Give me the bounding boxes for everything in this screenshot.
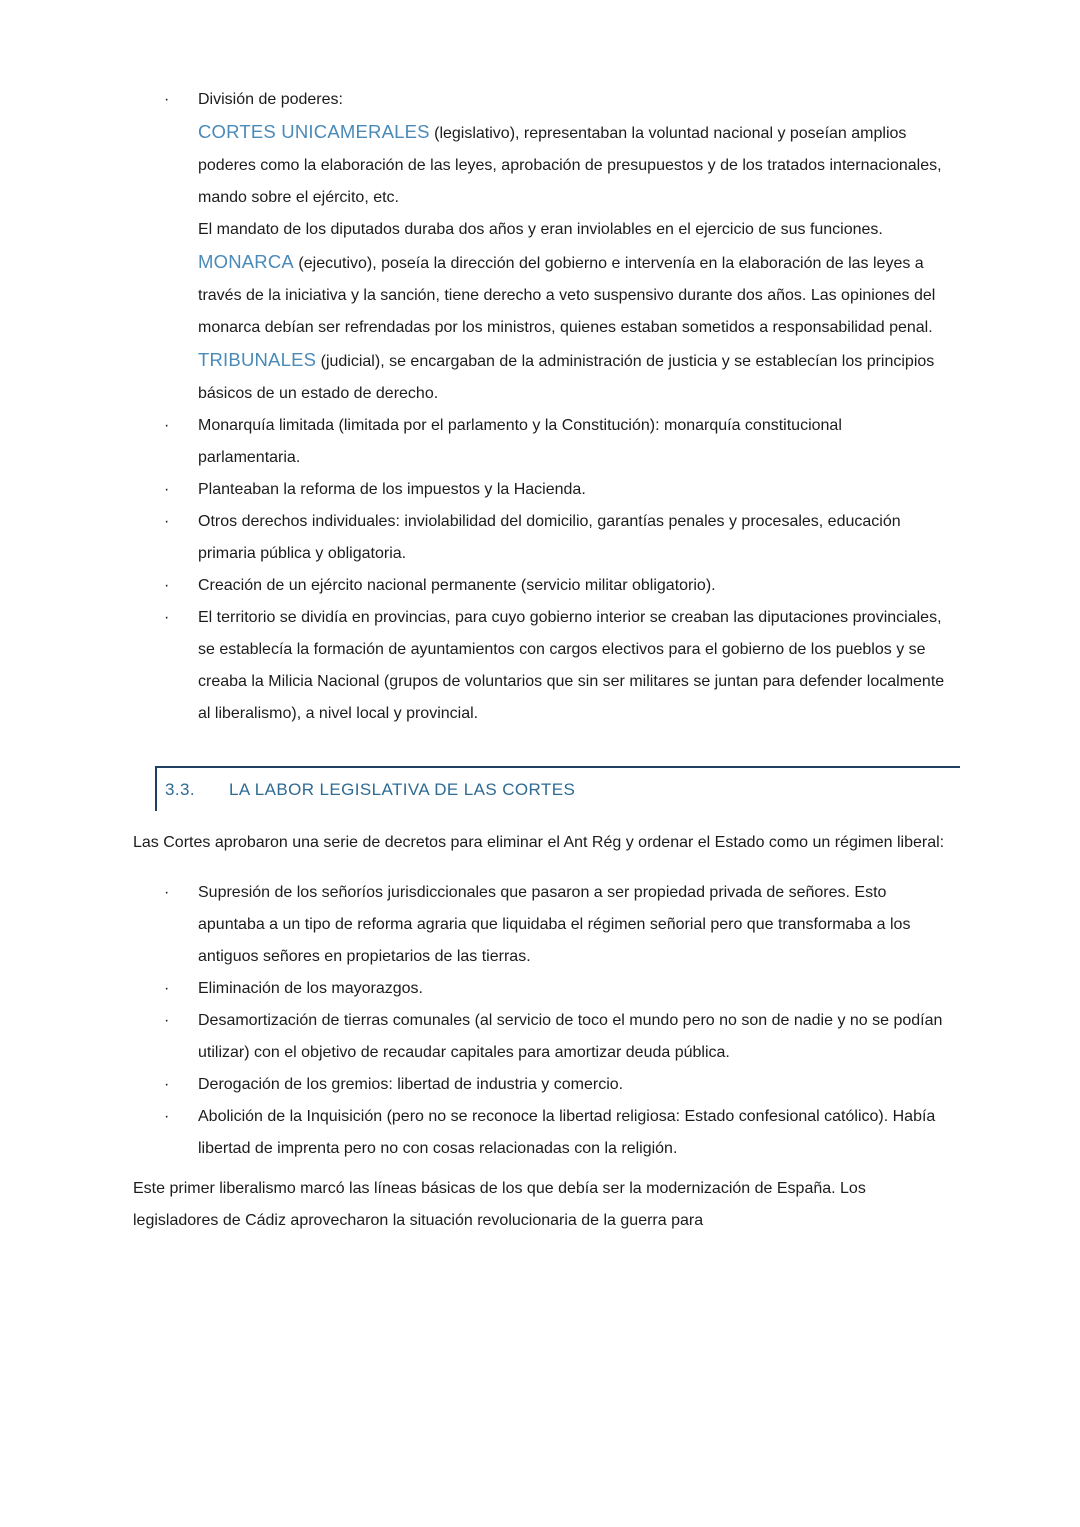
bullet-icon: · (164, 1076, 170, 1093)
bullet-icon: · (164, 91, 170, 108)
list-item-text: Eliminación de los mayorazgos. (198, 980, 423, 997)
closing-paragraph: Este primer liberalismo marcó las líneas básicas de los que debía ser la modernización de España. Los legisladores de Cádiz aprovecharon la situación revolucionaria de la guerra para (133, 1180, 866, 1229)
list-item-text: Monarquía limitada (limitada por el parlamento y la Constitución): monarquía constitucional parlamentaria. (198, 417, 842, 466)
list-item-text: Creación de un ejército nacional permanente (servicio militar obligatorio). (198, 577, 716, 594)
bullet-icon: · (164, 417, 170, 434)
section-number: 3.3. (165, 780, 195, 799)
list-item-text: Derogación de los gremios: libertad de industria y comercio. (198, 1076, 624, 1093)
bullet-icon: · (164, 513, 170, 530)
list-item-text: Planteaban la reforma de los impuestos y la Hacienda. (198, 481, 586, 498)
bullet-icon: · (164, 609, 170, 626)
list-item (133, 1005, 945, 1069)
bullet-icon: · (164, 481, 170, 498)
bullet-icon: · (164, 577, 170, 594)
constitution-points-list (133, 84, 945, 730)
list-item-body (198, 84, 945, 410)
list-item-text: Desamortización de tierras comunales (al servicio de toco el mundo pero no son de nadie y no se podían utilizar) con el objetivo de recaudar capitales para amortizar deuda pública. (198, 1012, 943, 1061)
list-item (133, 973, 945, 1005)
bullet-icon: · (164, 980, 170, 997)
power-title: CORTES UNICAMERALES (198, 121, 430, 142)
list-item-text: División de poderes: (198, 91, 343, 108)
bullet-icon: · (164, 1108, 170, 1125)
power-description: (legislativo), representaban la voluntad nacional y poseían amplios poderes como la elaboración de las leyes, aprobación de presupuestos y de los tratados internacionales, mando sobre el ejército, etc. (198, 125, 942, 206)
list-item (133, 1069, 945, 1101)
power-paragraph: El mandato de los diputados duraba dos años y eran inviolables en el ejercicio de sus funciones. (198, 221, 883, 238)
list-item-text: El territorio se dividía en provincias, para cuyo gobierno interior se creaban las diputaciones provinciales, se establecía la formación de ayuntamientos con cargos electivos para el gobierno de los pueblos y se creaba la Milicia Nacional (grupos de voluntarios que sin ser militares se juntan para defender localmente al liberalismo), a nivel local y provincial. (198, 609, 945, 722)
list-item (133, 1101, 945, 1165)
bullet-icon: · (164, 884, 170, 901)
decrees-list (133, 877, 945, 1165)
list-item (133, 84, 945, 410)
power-description: (ejecutivo), poseía la dirección del gobierno e intervenía en la elaboración de las leyes a través de la iniciativa y la sanción, tiene derecho a veto suspensivo durante dos años. Las opiniones del monarca debían ser refrendadas por los ministros, quienes estaban sometidos a responsabilidad penal. (198, 255, 936, 336)
section-title: LA LABOR LEGISLATIVA DE LAS CORTES (229, 780, 576, 799)
list-item-text: Abolición de la Inquisición (pero no se reconoce la libertad religiosa: Estado confesional católico). Había libertad de imprenta pero no con cosas relacionadas con la religión. (198, 1108, 936, 1157)
power-description: (judicial), se encargaban de la administración de justicia y se establecían los principios básicos de un estado de derecho. (198, 353, 935, 402)
power-paragraph (198, 246, 945, 344)
bullet-icon: · (164, 1012, 170, 1029)
list-item (133, 410, 945, 474)
list-item (133, 570, 945, 602)
list-item (133, 506, 945, 570)
section-heading (155, 766, 960, 809)
list-item (133, 877, 945, 973)
power-title: MONARCA (198, 251, 294, 272)
power-paragraph (198, 344, 945, 410)
list-item (133, 602, 945, 730)
list-item-text: Otros derechos individuales: inviolabilidad del domicilio, garantías penales y procesales, educación primaria pública y obligatoria. (198, 513, 901, 562)
list-item (133, 474, 945, 506)
list-item-text: Supresión de los señoríos jurisdiccionales que pasaron a ser propiedad privada de señores. Esto apuntaba a un tipo de reforma agraria que liquidaba el régimen señorial pero que transformaba a los antiguos señores en propietarios de las tierras. (198, 884, 911, 965)
power-paragraph (198, 116, 945, 214)
intro-paragraph: Las Cortes aprobaron una serie de decretos para eliminar el Ant Rég y ordenar el Estado como un régimen liberal: (133, 834, 945, 851)
power-title: TRIBUNALES (198, 349, 317, 370)
